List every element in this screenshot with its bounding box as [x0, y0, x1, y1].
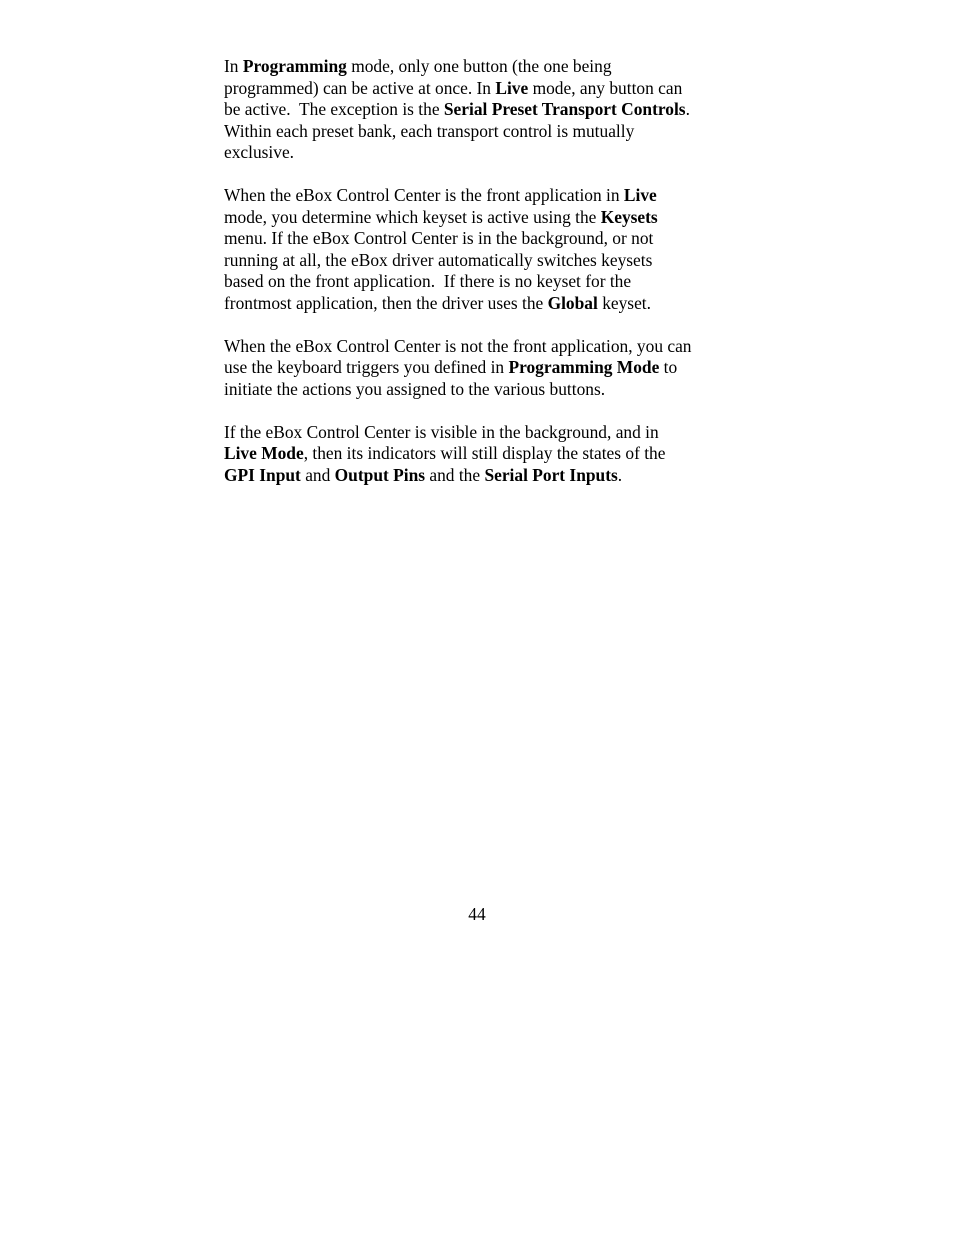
bold-term: Serial Port Inputs [484, 464, 618, 485]
text-run: mode, only one button (the one being [346, 56, 612, 76]
text-line [224, 228, 736, 250]
bold-term: Serial Preset Transport Controls [443, 99, 686, 119]
text-line [224, 293, 736, 315]
bold-term: Live [623, 185, 657, 205]
page-body [224, 56, 736, 508]
text-run: Within each preset bank, each transport control is mutually [224, 120, 635, 141]
text-line [224, 99, 736, 121]
text-line [224, 56, 736, 78]
paragraph-4 [224, 422, 736, 487]
text-line [224, 250, 736, 272]
text-run: menu. If the eBox Control Center is in the background, or not [224, 228, 654, 248]
text-line [224, 271, 736, 293]
bold-term: Keysets [600, 206, 658, 227]
text-line [224, 357, 736, 379]
text-run: mode, you determine which keyset is active using the [224, 206, 601, 227]
text-line [224, 121, 736, 143]
text-run: to [659, 357, 678, 377]
text-run: based on the front application. If there is no keyset for the [224, 271, 632, 291]
text-run: If the eBox Control Center is visible in the background, and in [224, 421, 659, 442]
text-run: use the keyboard triggers you defined in [224, 357, 509, 377]
bold-term: Programming [242, 56, 347, 76]
text-run: When the eBox Control Center is the front application in [224, 185, 624, 205]
page-number: 44 [468, 904, 486, 924]
text-run: . [617, 464, 623, 485]
bold-term: Live Mode [224, 443, 304, 463]
paragraph-3 [224, 336, 736, 401]
text-run: and the [425, 464, 485, 485]
text-run: frontmost application, then the driver uses the [224, 292, 548, 313]
text-run: running at all, the eBox driver automatically switches keysets [224, 249, 653, 270]
text-line [224, 207, 736, 229]
text-line [224, 443, 736, 465]
bold-term: Programming Mode [508, 357, 660, 377]
text-line [224, 422, 736, 444]
text-run: initiate the actions you assigned to the various buttons. [224, 378, 606, 399]
text-line [224, 142, 736, 164]
text-run: mode, any button can [528, 77, 683, 98]
text-run: exclusive. [224, 142, 295, 162]
text-line [224, 379, 736, 401]
text-line [224, 185, 736, 207]
text-run: When the eBox Control Center is not the front application, you can [224, 335, 692, 356]
text-line [224, 78, 736, 100]
text-line [224, 336, 736, 358]
text-run: . [685, 99, 690, 119]
bold-term: Global [547, 292, 598, 313]
bold-term: Output Pins [334, 464, 426, 485]
text-run: programmed) can be active at once. In [224, 77, 496, 98]
text-run: keyset. [597, 292, 651, 313]
bold-term: Live [495, 77, 529, 98]
paragraph-1 [224, 56, 736, 164]
text-run: , then its indicators will still display the states of the [303, 443, 666, 463]
text-run: In [224, 56, 243, 76]
paragraph-2 [224, 185, 736, 314]
text-run: and [300, 464, 335, 485]
text-run: be active. The exception is the [224, 99, 444, 119]
text-line [224, 465, 736, 487]
bold-term: GPI Input [224, 464, 301, 485]
